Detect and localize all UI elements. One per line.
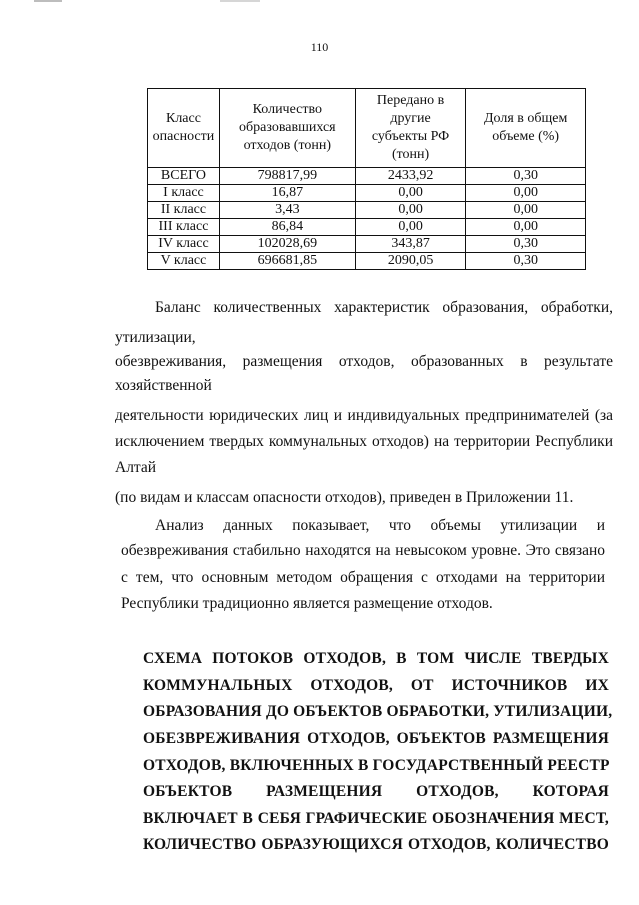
table-cell: 0,00 [355,185,466,202]
paragraph-line: утилизации, [115,329,196,346]
table-row [148,236,586,253]
table-cell: II класс [148,202,220,219]
table-cell: I класс [148,185,220,202]
table-cell: 0,00 [466,202,586,219]
table-row [148,168,586,185]
table-cell: 0,00 [355,219,466,236]
table-cell: ВСЕГО [148,168,220,185]
header-generated-amount: Количество образовавшихся отходов (тонн) [219,89,355,168]
table-cell: 102028,69 [219,236,355,253]
table-row [148,253,586,270]
section-heading-line: ОБЕЗВРЕЖИВАНИЯ ОТХОДОВ, ОБЪЕКТОВ РАЗМЕЩЕНИЯ [143,730,609,747]
table-row [148,185,586,202]
scan-artifact [220,0,260,2]
paragraph-line: деятельности юридических лиц и индивидуальных предпринимателей (за [115,407,613,424]
paragraph-line: Анализ данных показывает, что объемы утилизации и [155,517,605,534]
section-heading-line: ВКЛЮЧАЕТ В СЕБЯ ГРАФИЧЕСКИЕ ОБОЗНАЧЕНИЯ МЕСТ, [143,810,609,827]
scan-artifact [34,0,62,2]
table-cell: 0,00 [466,185,586,202]
table-cell: 798817,99 [219,168,355,185]
table-cell: 0,30 [466,253,586,270]
section-heading-line: КОММУНАЛЬНЫХ ОТХОДОВ, ОТ ИСТОЧНИКОВ ИХ [143,677,609,694]
table-cell: 0,30 [466,236,586,253]
paragraph-line: обезвреживания стабильно находятся на невысоком уровне. Это связано [121,542,605,559]
paragraph-line: хозяйственной [115,377,212,394]
table-cell: 0,00 [355,202,466,219]
table-cell: 696681,85 [219,253,355,270]
table-cell: III класс [148,219,220,236]
table-cell: V класс [148,253,220,270]
section-heading-line: КОЛИЧЕСТВО ОБРАЗУЮЩИХСЯ ОТХОДОВ, КОЛИЧЕСТВО [143,836,609,853]
section-heading-line: ОБРАЗОВАНИЯ ДО ОБЪЕКТОВ ОБРАБОТКИ, УТИЛИЗАЦИИ, [143,703,613,720]
table-row [148,202,586,219]
page-number: 110 [310,40,329,54]
header-transferred-amount: Передано в другие субъекты РФ (тонн) [355,89,466,168]
table-row [148,219,586,236]
paragraph-line: Республики традиционно является размещение отходов. [121,595,493,612]
table-cell: 0,30 [466,168,586,185]
table-cell: 343,87 [355,236,466,253]
table-cell: 2433,92 [355,168,466,185]
paragraph-line: исключением твердых коммунальных отходов) на территории Республики [115,433,613,450]
table-cell: 16,87 [219,185,355,202]
paragraph-line: Баланс количественных характеристик образования, обработки, [155,299,613,316]
header-hazard-class: Класс опасности [148,89,220,168]
section-heading-line: СХЕМА ПОТОКОВ ОТХОДОВ, В ТОМ ЧИСЛЕ ТВЕРДЫХ [143,650,609,667]
table-cell: 86,84 [219,219,355,236]
section-heading-line: ОБЪЕКТОВ РАЗМЕЩЕНИЯ ОТХОДОВ, КОТОРАЯ [143,783,609,800]
table-cell: 3,43 [219,202,355,219]
paragraph-line: (по видам и классам опасности отходов), приведен в Приложении 11. [115,489,574,506]
table-cell: 2090,05 [355,253,466,270]
table-cell: IV класс [148,236,220,253]
paragraph-line: с тем, что основным методом обращения с отходами на территории [121,569,605,586]
paragraph-line: обезвреживания, размещения отходов, образованных в результате [115,353,613,370]
table-header-row [148,89,586,168]
header-share-percent: Доля в общем объеме (%) [466,89,586,168]
waste-hazard-class-table [147,88,586,270]
section-heading-line: ОТХОДОВ, ВКЛЮЧЕННЫХ В ГОСУДАРСТВЕННЫЙ РЕЕСТР [143,757,610,774]
paragraph-line: Алтай [115,459,157,476]
table-cell: 0,00 [466,219,586,236]
